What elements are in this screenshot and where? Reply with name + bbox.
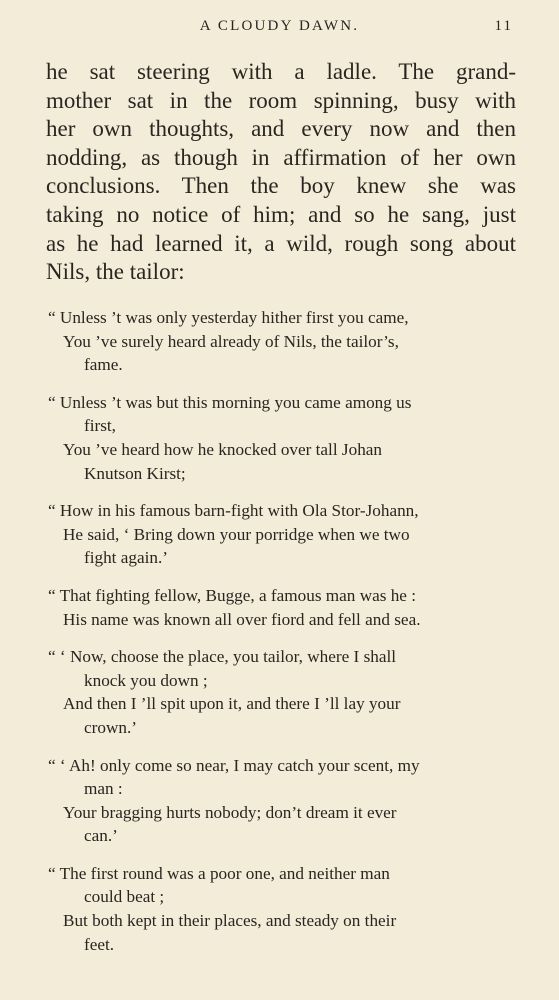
- verse-line: fight again.’: [84, 548, 168, 568]
- verse-line: But both kept in their places, and steady on their: [63, 911, 397, 931]
- song-stanza: [48, 645, 518, 739]
- verse-line: fame.: [84, 355, 123, 375]
- page-number: 11: [494, 18, 513, 34]
- song-stanza: [48, 862, 518, 956]
- verse-line: And then I ’ll spit upon it, and there I ’ll lay your: [63, 694, 401, 714]
- verse-line: “ That fighting fellow, Bugge, a famous man was he :: [48, 585, 417, 605]
- prose-line: mother sat in the room spinning, busy with: [46, 87, 516, 113]
- verse-line: knock you down ;: [84, 670, 208, 690]
- prose-line: he sat steering with a ladle. The grand-: [46, 59, 516, 84]
- verse-line: You ’ve surely heard already of Nils, the tailor’s,: [63, 331, 399, 351]
- verse-line: “ ‘ Ah! only come so near, I may catch your scent, my: [48, 755, 420, 775]
- song-stanza: [48, 391, 518, 485]
- verse-line: “ How in his famous barn-fight with Ola Stor-Johann,: [48, 501, 419, 521]
- page-header: [0, 18, 559, 42]
- verse-line: “ Unless ’t was only yesterday hither first you came,: [48, 308, 409, 327]
- song-stanza: [48, 499, 518, 570]
- verse-line: first,: [84, 416, 116, 436]
- verse-line: You ’ve heard how he knocked over tall Johan: [63, 439, 383, 459]
- prose-line: taking no notice of him; and so he sang, just: [46, 201, 516, 227]
- verse-line: His name was known all over fiord and fell and sea.: [63, 609, 421, 629]
- song-verses: [48, 306, 518, 956]
- verse-line: feet.: [84, 934, 115, 954]
- song-stanza: [48, 306, 518, 377]
- verse-line: He said, ‘ Bring down your porridge when we two: [63, 524, 410, 544]
- running-title: A CLOUDY DAWN.: [199, 18, 360, 34]
- verse-line: “ ‘ Now, choose the place, you tailor, where I shall: [48, 647, 397, 667]
- prose-paragraph: [46, 58, 516, 287]
- song-stanza: [48, 584, 518, 631]
- verse-line: “ Unless ’t was but this morning you came among us: [48, 392, 412, 412]
- verse-line: could beat ;: [84, 887, 165, 907]
- prose-line: nodding, as though in affirmation of her own: [46, 144, 516, 170]
- verse-line: “ The first round was a poor one, and neither man: [48, 863, 390, 883]
- verse-line: man :: [84, 779, 123, 799]
- song-stanza: [48, 754, 518, 848]
- prose-line: conclusions. Then the boy knew she was: [46, 173, 516, 199]
- prose-line: as he had learned it, a wild, rough song about: [46, 230, 516, 256]
- prose-line: Nils, the tailor:: [46, 259, 185, 285]
- verse-line: Your bragging hurts nobody; don’t dream it ever: [63, 802, 397, 822]
- prose-line: her own thoughts, and every now and then: [46, 116, 516, 142]
- verse-line: crown.’: [84, 717, 137, 737]
- verse-line: Knutson Kirst;: [84, 463, 186, 483]
- verse-line: can.’: [84, 826, 118, 846]
